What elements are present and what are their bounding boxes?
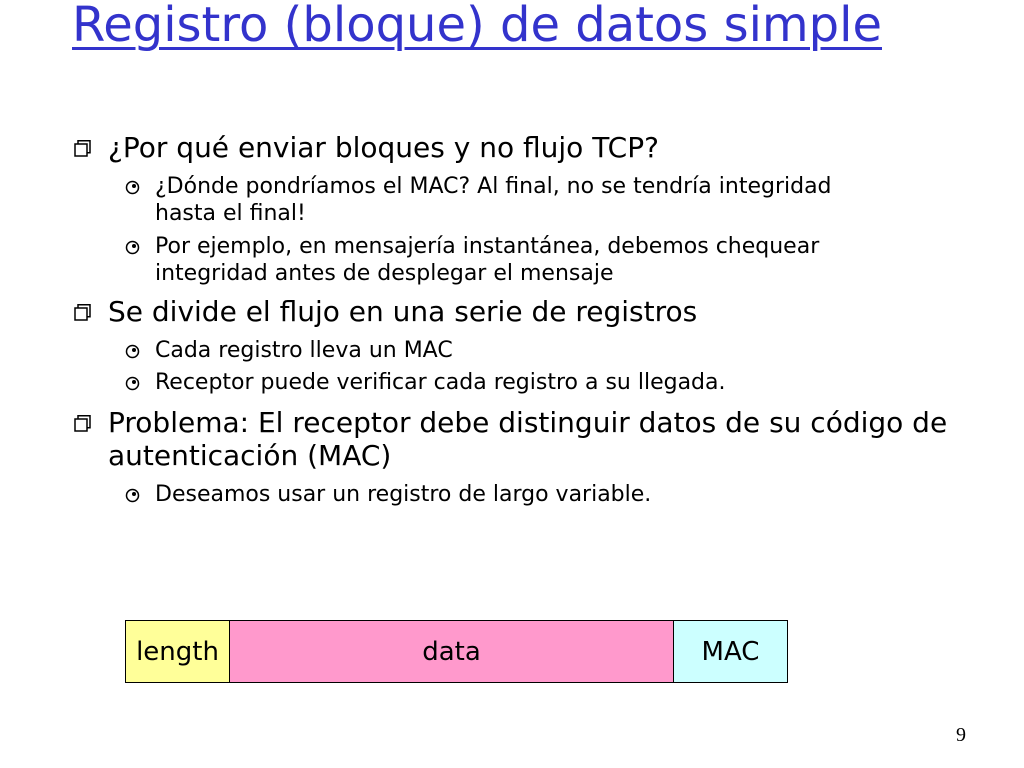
circle-bullet-icon xyxy=(125,344,140,359)
sub-bullet-item xyxy=(155,481,875,508)
page-number: 9 xyxy=(956,724,966,746)
data-field: data xyxy=(230,621,674,682)
square-checkbox-icon xyxy=(74,415,91,432)
circle-bullet-icon xyxy=(125,240,140,255)
bullet-item xyxy=(108,406,958,472)
slide-title: Registro (bloque) de datos simple xyxy=(72,0,882,53)
sub-bullet-text: Receptor puede verificar cada registro a su llegada. xyxy=(155,370,726,395)
sub-bullet-text: Cada registro lleva un MAC xyxy=(155,338,453,363)
mac-field: MAC xyxy=(674,621,787,682)
square-checkbox-icon xyxy=(74,304,91,321)
length-field: length xyxy=(126,621,230,682)
bullet-text: Problema: El receptor debe distinguir datos de su código de autenticación (MAC) xyxy=(108,406,948,472)
sub-bullet-text: Por ejemplo, en mensajería instantánea, debemos chequear integridad antes de desplegar el mensaje xyxy=(155,234,820,286)
record-format-diagram xyxy=(125,620,788,683)
circle-bullet-icon xyxy=(125,488,140,503)
sub-bullet-text: ¿Dónde pondríamos el MAC? Al final, no se tendría integridad hasta el final! xyxy=(155,174,832,226)
sub-bullet-item xyxy=(155,173,875,227)
sub-bullet-item xyxy=(155,369,875,396)
circle-bullet-icon xyxy=(125,376,140,391)
square-checkbox-icon xyxy=(74,140,91,157)
bullet-text: Se divide el flujo en una serie de registros xyxy=(108,295,698,328)
bullet-item xyxy=(108,131,958,164)
sub-bullet-item xyxy=(155,233,875,287)
circle-bullet-icon xyxy=(125,180,140,195)
bullet-item xyxy=(108,295,958,328)
sub-bullet-item xyxy=(155,337,875,364)
bullet-text: ¿Por qué enviar bloques y no flujo TCP? xyxy=(108,131,659,164)
sub-bullet-text: Deseamos usar un registro de largo variable. xyxy=(155,482,652,507)
